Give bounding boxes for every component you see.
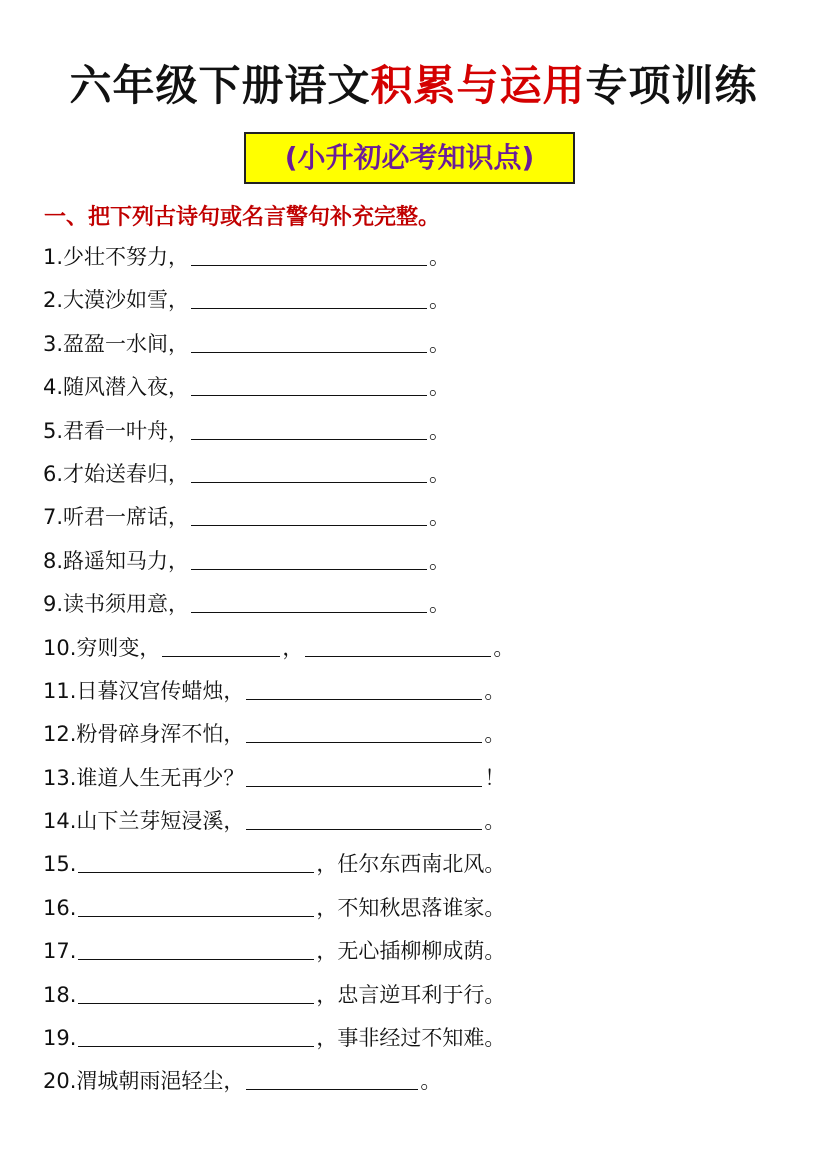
question-prompt: 大漠沙如雪， (63, 288, 190, 313)
answer-blank[interactable] (191, 591, 427, 613)
answer-blank[interactable] (246, 808, 482, 830)
question-number: 18. (43, 982, 77, 1007)
question-number: 13. (43, 765, 77, 790)
title-part-2: 专项训练 (585, 61, 758, 110)
question-ending: 。 (429, 505, 451, 530)
question-5 (43, 410, 803, 453)
question-separator: ， (282, 635, 304, 660)
answer-blank[interactable] (191, 418, 427, 440)
answer-blank[interactable] (246, 678, 482, 700)
answer-blank[interactable] (162, 635, 280, 657)
question-number: 16. (43, 895, 77, 920)
question-15 (43, 843, 803, 886)
answer-blank[interactable] (246, 765, 482, 787)
question-prompt: 山下兰芽短浸溪， (76, 809, 245, 834)
section-heading: 一、把下列古诗句或名言警句补充完整。 (44, 205, 441, 230)
question-ending: 。 (429, 245, 451, 269)
question-number: 6. (43, 461, 64, 486)
question-number: 11. (43, 678, 77, 703)
question-prompt: 少壮不努力， (63, 245, 190, 269)
title-part-1: 六年级下册语文 (69, 61, 371, 110)
question-11 (43, 670, 803, 713)
question-number: 10. (43, 635, 77, 660)
question-ending: 。 (429, 375, 451, 400)
question-number: 2. (43, 288, 64, 313)
answer-blank[interactable] (191, 461, 427, 483)
answer-blank[interactable] (246, 1068, 418, 1090)
question-number: 7. (43, 505, 64, 530)
answer-blank[interactable] (78, 938, 314, 960)
question-18 (43, 974, 803, 1017)
question-number: 15. (43, 852, 77, 877)
question-number: 3. (43, 331, 64, 356)
question-prompt: 日暮汉宫传蜡烛， (76, 678, 245, 703)
question-prompt: 穷则变， (76, 635, 161, 660)
question-ending: 。 (420, 1069, 442, 1094)
question-number: 8. (43, 548, 64, 573)
question-number: 4. (43, 375, 64, 400)
answer-blank[interactable] (191, 244, 427, 266)
answer-blank[interactable] (191, 287, 427, 309)
question-ending: ，无心插柳柳成荫。 (316, 939, 506, 964)
question-prompt: 路遥知马力， (63, 548, 190, 573)
question-14 (43, 800, 803, 843)
question-4 (43, 366, 803, 409)
question-ending: 。 (429, 461, 451, 486)
answer-blank[interactable] (78, 982, 314, 1004)
question-prompt: 谁道人生无再少？ (76, 765, 245, 790)
question-12 (43, 713, 803, 756)
question-8 (43, 540, 803, 583)
question-1 (43, 236, 803, 279)
question-prompt: 随风潜入夜， (63, 375, 190, 400)
question-10 (43, 627, 803, 670)
question-prompt: 渭城朝雨浥轻尘， (76, 1069, 245, 1094)
question-ending: 。 (493, 635, 515, 660)
question-list (43, 236, 803, 1104)
subtitle-text: (小升初必考知识点) (284, 141, 535, 174)
answer-blank[interactable] (78, 895, 314, 917)
subtitle-box (244, 132, 575, 184)
question-prompt: 君看一叶舟， (63, 418, 190, 443)
question-ending: 。 (429, 418, 451, 443)
question-prompt: 听君一席话， (63, 505, 190, 530)
answer-blank[interactable] (305, 635, 491, 657)
question-number: 14. (43, 809, 77, 834)
answer-blank[interactable] (191, 548, 427, 570)
question-prompt: 粉骨碎身浑不怕， (76, 722, 245, 747)
question-ending: 。 (429, 592, 451, 617)
question-number: 19. (43, 1026, 77, 1051)
question-ending: ，任尔东西南北风。 (316, 852, 506, 877)
question-ending: 。 (429, 331, 451, 356)
page-title (0, 56, 827, 116)
answer-blank[interactable] (246, 721, 482, 743)
question-2 (43, 279, 803, 322)
question-7 (43, 496, 803, 539)
question-20 (43, 1060, 803, 1103)
question-ending: ，不知秋思落谁家。 (316, 895, 506, 920)
title-highlight: 积累与运用 (370, 61, 586, 110)
question-number: 20. (43, 1069, 77, 1094)
question-ending: 。 (484, 809, 506, 834)
question-19 (43, 1017, 803, 1060)
question-ending: ，事非经过不知难。 (316, 1026, 506, 1051)
question-ending: 。 (429, 548, 451, 573)
answer-blank[interactable] (191, 374, 427, 396)
question-ending: 。 (484, 722, 506, 747)
answer-blank[interactable] (78, 851, 314, 873)
answer-blank[interactable] (191, 331, 427, 353)
question-ending: ，忠言逆耳利于行。 (316, 982, 506, 1007)
question-ending: 。 (484, 678, 506, 703)
question-number: 17. (43, 939, 77, 964)
question-number: 5. (43, 418, 64, 443)
question-prompt: 盈盈一水间， (63, 331, 190, 356)
answer-blank[interactable] (191, 504, 427, 526)
question-6 (43, 453, 803, 496)
question-prompt: 读书须用意， (63, 592, 190, 617)
question-number: 12. (43, 722, 77, 747)
question-13 (43, 757, 803, 800)
question-9 (43, 583, 803, 626)
question-17 (43, 930, 803, 973)
question-ending: ！ (484, 765, 506, 790)
question-3 (43, 323, 803, 366)
question-16 (43, 887, 803, 930)
question-number: 9. (43, 592, 64, 617)
question-number: 1. (43, 245, 64, 269)
question-ending: 。 (429, 288, 451, 313)
answer-blank[interactable] (78, 1025, 314, 1047)
question-prompt: 才始送春归， (63, 461, 190, 486)
